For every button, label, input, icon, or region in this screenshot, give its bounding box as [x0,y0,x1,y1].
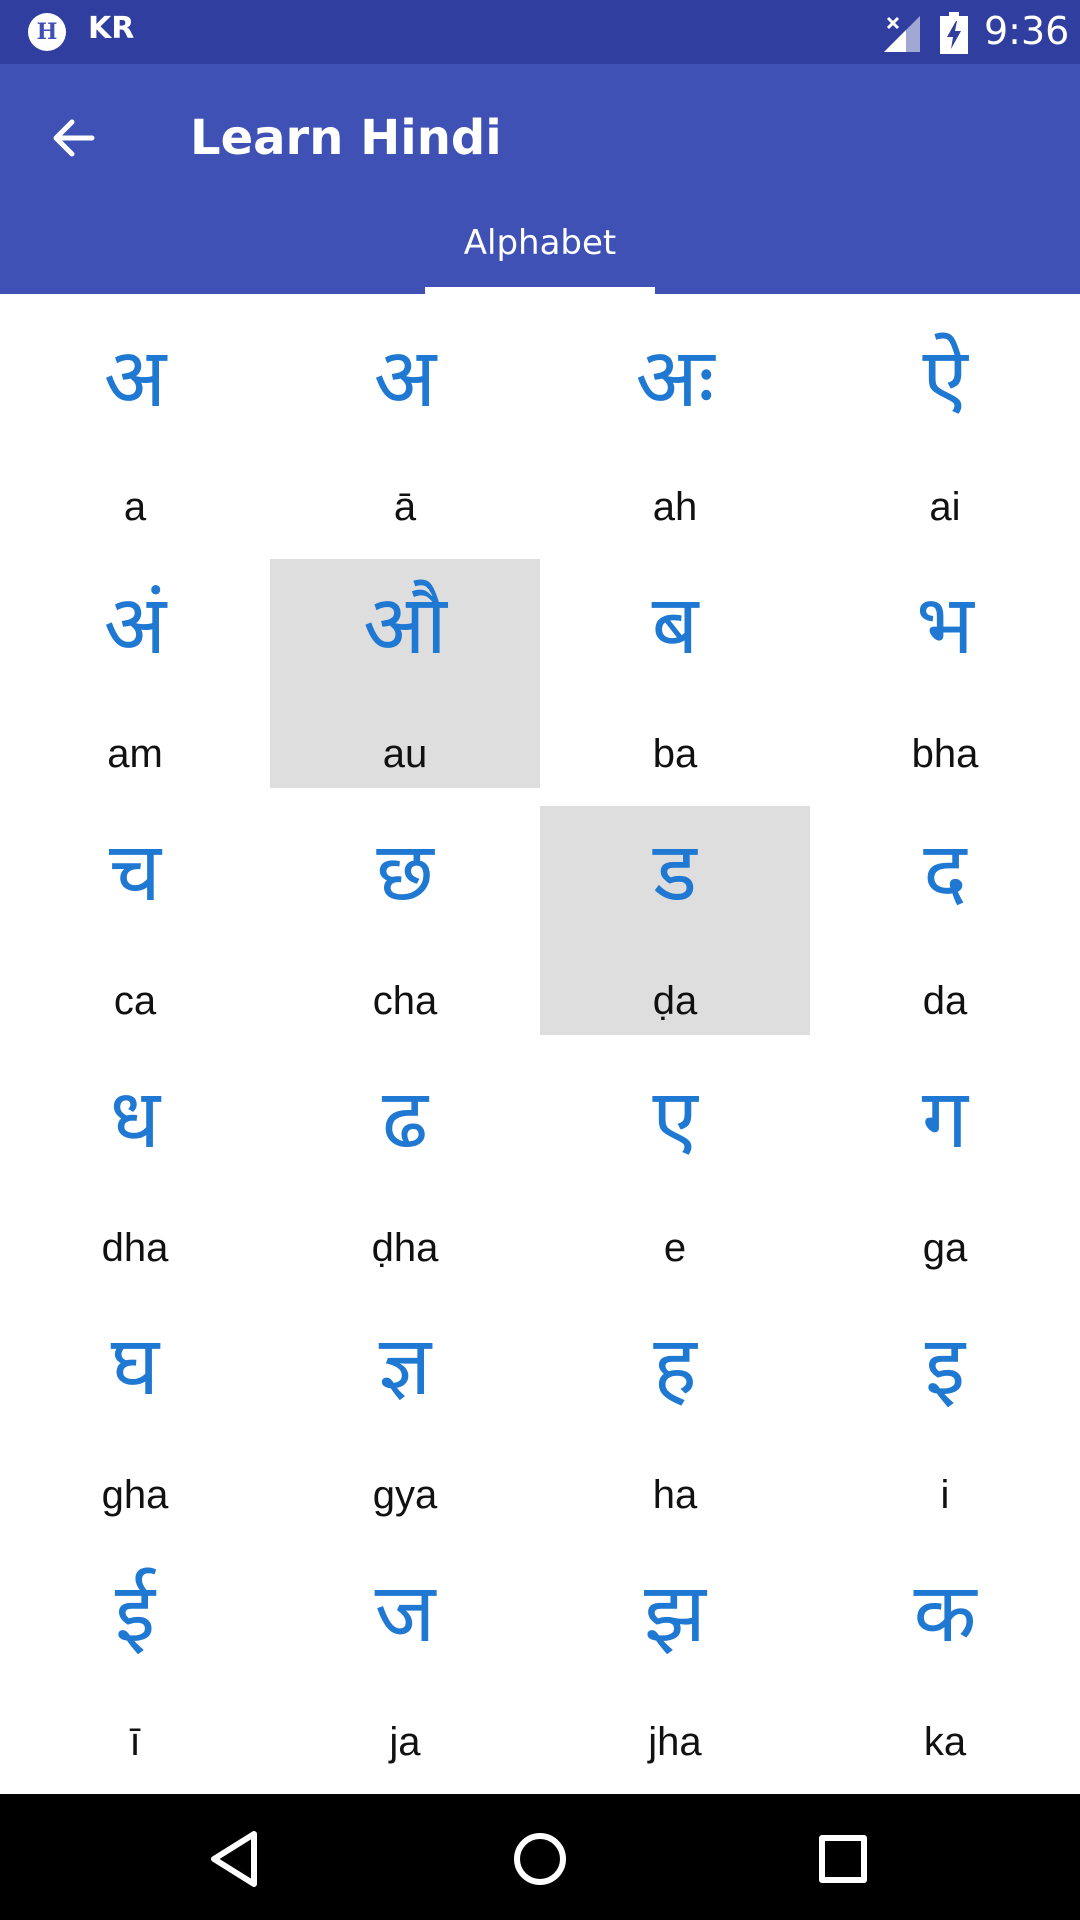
letter-transliteration: dha [101,1226,169,1270]
arrow-back-icon [50,114,98,162]
letter-glyph: अः [635,331,715,426]
letter-glyph: ह [653,1319,697,1414]
letter-transliteration: cha [372,979,438,1023]
status-bar [0,0,1080,64]
letter-glyph: ड [653,825,697,920]
letter-tile[interactable] [270,1547,540,1776]
letter-tile[interactable] [810,559,1080,788]
tab-label: Alphabet [463,223,617,263]
letter-transliteration: gya [372,1473,438,1517]
nav-back-icon[interactable] [200,1824,270,1894]
letter-tile[interactable] [540,559,810,788]
letter-transliteration: ha [652,1473,698,1517]
letter-glyph: क [913,1566,977,1661]
letter-glyph: अ [373,331,437,426]
page-title: Learn Hindi [190,110,502,166]
letter-tile[interactable] [540,1053,810,1282]
letter-glyph: ढ [381,1072,429,1167]
app-bar [0,64,1080,294]
letter-transliteration: gha [101,1473,169,1517]
back-button[interactable] [42,106,106,170]
letter-transliteration: ḍa [652,979,698,1023]
battery-charging-icon [940,12,968,54]
letter-tile[interactable] [0,559,270,788]
letter-transliteration: da [922,979,968,1023]
letter-glyph: छ [376,825,434,920]
letter-glyph: ए [652,1072,698,1167]
letter-transliteration: e [663,1226,687,1270]
letter-tile[interactable] [810,1300,1080,1529]
letter-tile[interactable] [540,312,810,541]
letter-transliteration: ai [929,485,961,529]
letter-glyph: ब [651,578,699,673]
letter-tile[interactable] [270,1300,540,1529]
letter-tile[interactable] [810,806,1080,1035]
letter-tile[interactable] [0,1053,270,1282]
letter-tile[interactable] [810,1053,1080,1282]
letter-glyph: ध [109,1072,161,1167]
letter-tile[interactable] [0,806,270,1035]
letter-tile[interactable] [0,1547,270,1776]
letter-transliteration: au [382,732,428,776]
status-time: 9:36 [984,9,1070,53]
letter-glyph: अं [103,578,167,673]
letter-transliteration: bha [911,732,979,776]
letter-glyph: च [108,825,162,920]
letter-tile[interactable] [540,1300,810,1529]
tab-indicator [425,287,655,294]
letter-transliteration: ī [129,1720,141,1764]
signal-icon [882,14,922,54]
letter-glyph: इ [924,1319,966,1414]
letter-transliteration: ā [393,485,417,529]
letter-glyph: औ [363,578,447,673]
letter-transliteration: ah [652,485,698,529]
letter-tile[interactable] [810,312,1080,541]
letter-grid [0,312,1080,1794]
letter-transliteration: ba [652,732,698,776]
letter-tile[interactable] [540,1547,810,1776]
letter-transliteration: jha [648,1720,702,1764]
letter-tile[interactable] [270,806,540,1035]
letter-glyph: द [923,825,967,920]
letter-tile[interactable] [270,559,540,788]
letter-glyph: घ [110,1319,160,1414]
letter-glyph: ग [921,1072,969,1167]
letter-tile[interactable] [270,1053,540,1282]
letter-transliteration: am [107,732,163,776]
letter-glyph: ज [374,1566,436,1661]
letter-glyph: भ [916,578,974,673]
nav-recents-icon[interactable] [808,1824,878,1894]
letter-glyph: झ [644,1566,706,1661]
letter-tile[interactable] [0,312,270,541]
letter-tile[interactable] [540,806,810,1035]
letter-glyph: ऐ [922,331,968,426]
letter-transliteration: a [123,485,147,529]
letter-transliteration: ka [923,1720,967,1764]
letter-transliteration: i [940,1473,950,1517]
tab-alphabet[interactable] [425,214,655,294]
letter-transliteration: ga [922,1226,968,1270]
status-label: KR [88,11,135,46]
letter-tile[interactable] [810,1547,1080,1776]
letter-transliteration: ja [389,1720,421,1764]
navigation-bar [0,1794,1080,1920]
letter-transliteration: ḍha [371,1226,439,1270]
hindi-app-notification-icon: H [28,13,66,51]
letter-glyph: ई [114,1566,156,1661]
letter-glyph: अ [103,331,167,426]
letter-transliteration: ca [113,979,157,1023]
letter-glyph: ज्ञ [378,1319,432,1414]
letter-tile[interactable] [0,1300,270,1529]
nav-home-icon[interactable] [505,1824,575,1894]
letter-tile[interactable] [270,312,540,541]
